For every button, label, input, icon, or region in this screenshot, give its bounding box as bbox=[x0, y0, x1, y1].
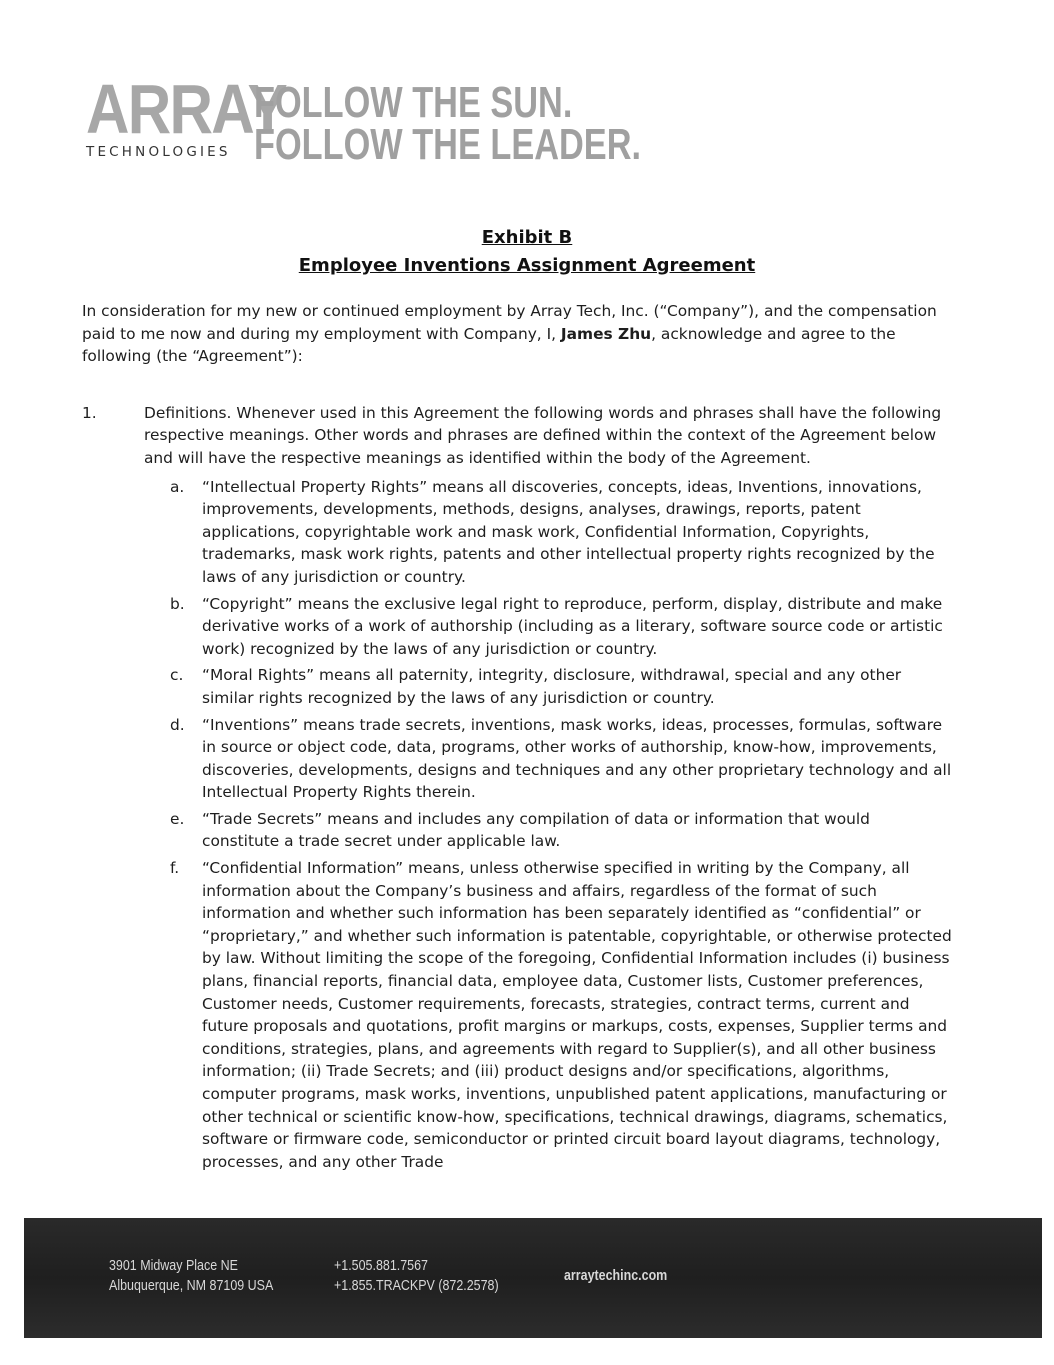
company-logo bbox=[86, 70, 286, 160]
footer-website: arraytechinc.com bbox=[564, 1268, 668, 1284]
item-text: “Copyright” means the exclusive legal right to reproduce, perform, display, distribute and make derivative works of a work of authorship (including as a literary, software source code or artistic work) recognized by the laws of any jurisdiction or country. bbox=[202, 594, 943, 658]
section-text: Definitions. Whenever used in this Agreement the following words and phrases shall have the following respective meanings. Other words and phrases are defined within the context of the Agreement below and will have the respective meanings as identified within the body of the Agreement. bbox=[144, 403, 942, 467]
definition-item bbox=[170, 808, 952, 853]
item-text: “Intellectual Property Rights” means all discoveries, concepts, ideas, Inventions, innovations, improvements, developments, methods, designs, analyses, drawings, reports, patent applications, copyrightable work and mask work, Confidential Information, Copyrights, trademarks, mask work rights, patents and other intellectual property rights recognized by the laws of any jurisdiction or country. bbox=[202, 477, 935, 586]
item-letter: d. bbox=[170, 715, 185, 734]
definition-list bbox=[170, 476, 952, 1174]
item-text: “Moral Rights” means all paternity, integrity, disclosure, withdrawal, special and any other similar rights recognized by the laws of any jurisdiction or country. bbox=[202, 666, 902, 707]
document-title bbox=[0, 224, 1054, 280]
section-definitions bbox=[82, 402, 952, 1174]
definition-item bbox=[170, 714, 952, 804]
letterhead-footer bbox=[24, 1218, 1042, 1338]
agreement-title: Employee Inventions Assignment Agreement bbox=[298, 255, 756, 276]
logo-subtitle: TECHNOLOGIES bbox=[86, 144, 231, 160]
definition-item bbox=[170, 857, 952, 1173]
intro-text-1: In consideration for my new or continued employment by Array Tech, Inc. (“Company”), and the compensation paid to me now and during my employment with Company, I, bbox=[82, 302, 937, 343]
item-text: “Trade Secrets” means and includes any compilation of data or information that would constitute a trade secret under applicable law. bbox=[202, 809, 870, 851]
exhibit-title: Exhibit B bbox=[481, 227, 573, 248]
item-text: “Confidential Information” means, unless otherwise specified in writing by the Company, all information about the Company’s business and affairs, regardless of the format of such information and whether such information has been separately identified as “confidential” or “proprietary,” and whether such information is patentable, copyrightable, or otherwise protected by law. Without limiting the scope of the foregoing, Confidential Information includes (i) business plans, financial reports, financial data, employee data, Customer lists, Customer preferences, Customer needs, Customer requirements, forecasts, strategies, contract terms, current and future proposals and quotations, profit margins or markups, costs, expenses, Supplier terms and conditions, strategies, plans, and agreements with regard to Supplier(s), and all other business information; (ii) Trade Secrets; and (iii) product designs and/or specifications, algorithms, computer programs, mask works, inventions, unpublished patent applications, manufacturing or other technical or scientific know-how, specifications, technical drawings, diagrams, schematics, software or firmware code, semiconductor or printed circuit board layout diagrams, technology, processes, and any other Trade bbox=[202, 859, 952, 1171]
definition-item bbox=[170, 664, 952, 709]
address-line-2: Albuquerque, NM 87109 USA bbox=[109, 1278, 274, 1294]
definition-item bbox=[170, 593, 952, 661]
tagline bbox=[254, 78, 642, 169]
letterhead bbox=[86, 70, 706, 178]
item-letter: e. bbox=[170, 809, 185, 828]
footer-phones bbox=[334, 1256, 499, 1296]
employee-name: James Zhu bbox=[560, 324, 652, 343]
item-letter: c. bbox=[170, 666, 184, 685]
phone-line-1: +1.505.881.7567 bbox=[334, 1258, 428, 1274]
item-letter: b. bbox=[170, 594, 185, 613]
intro-text-2: , acknowledge and agree to the following (the “Agreement”): bbox=[82, 324, 896, 366]
item-letter: a. bbox=[170, 477, 185, 496]
section-number: 1. bbox=[82, 403, 97, 422]
phone-line-2: +1.855.TRACKPV (872.2578) bbox=[334, 1278, 499, 1294]
item-letter: f. bbox=[170, 859, 180, 878]
logo-wordmark: ARRAY bbox=[86, 70, 286, 148]
tagline-line-1: FOLLOW THE SUN. bbox=[254, 78, 573, 127]
document-body bbox=[82, 300, 952, 1177]
item-text: “Inventions” means trade secrets, inventions, mask works, ideas, processes, formulas, software in source or object code, data, programs, other works of authorship, know-how, improvements, discoveries, developments, designs and techniques and any other proprietary technology and all Intellectual Property Rights therein. bbox=[202, 715, 952, 802]
tagline-line-2: FOLLOW THE LEADER. bbox=[254, 120, 642, 169]
definition-item bbox=[170, 476, 952, 589]
footer-address bbox=[109, 1256, 273, 1296]
intro-paragraph bbox=[82, 300, 952, 368]
address-line-1: 3901 Midway Place NE bbox=[109, 1258, 238, 1274]
